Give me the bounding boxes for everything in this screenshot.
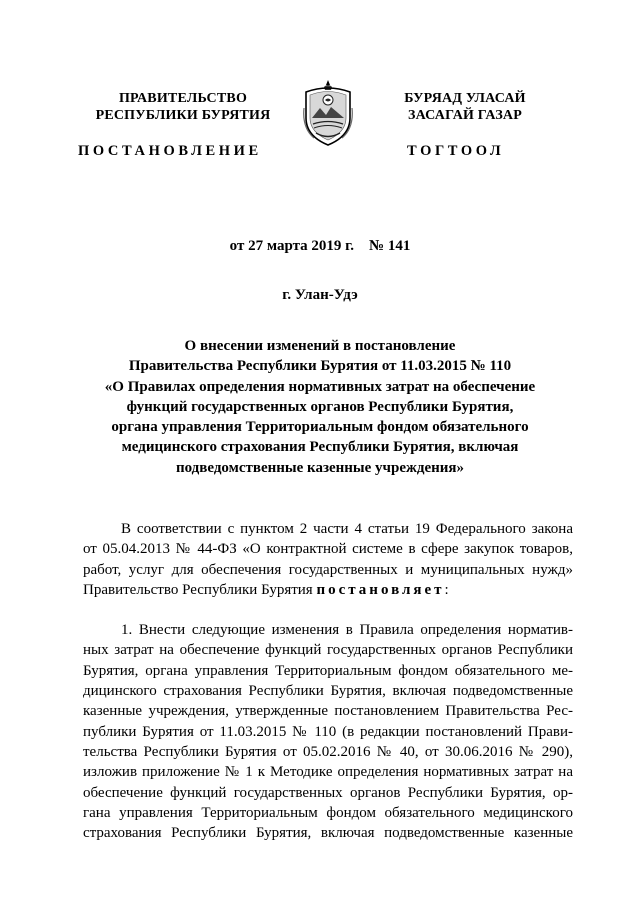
title-line: медицинского страхования Республики Бурятия, включая	[121, 439, 519, 456]
resolution-prefix: Правительство Республики Бурятия	[83, 581, 317, 598]
paragraph-line: страхования Республики Бурятия, включая подведомственные казенные	[83, 825, 573, 842]
document-date: от 27 марта 2019 г.	[229, 238, 355, 254]
paragraph-line: ных затрат на обеспечение функций государственных органов Республики	[83, 642, 573, 659]
paragraph-line: работ, услуг для обеспечения государственных и муниципальных нужд»	[83, 561, 573, 578]
document-title	[100, 336, 540, 478]
document-body	[83, 519, 573, 843]
paragraph-line: 1. Внести следующие изменения в Правила определения норматив-	[121, 622, 573, 639]
doc-type-ru: ПОСТАНОВЛЕНИЕ	[78, 143, 262, 159]
resolution-verb: постановляет	[316, 581, 445, 598]
header-right-org	[390, 90, 540, 124]
paragraph-line: дицинского страхования Республики Бурятия, включая подведомственные	[83, 683, 573, 700]
title-line: Правительства Республики Бурятия от 11.03.2015 № 110	[128, 358, 512, 375]
document-city: г. Улан-Удэ	[282, 287, 358, 303]
title-line: подведомственные казенные учреждения»	[175, 459, 465, 476]
paragraph-line	[83, 580, 573, 600]
document-number: № 141	[369, 238, 411, 254]
org-name-line: РЕСПУБЛИКИ БУРЯТИЯ	[95, 108, 271, 123]
org-name-line: БУРЯАД УЛАСАЙ	[404, 91, 526, 106]
paragraph-line: изложив приложение № 1 к Методике определения нормативных затрат на	[83, 764, 573, 781]
doc-type-bua: ТОГТООЛ	[407, 143, 505, 159]
paragraph-line: В соответствии с пунктом 2 части 4 статьи 19 Федерального закона	[121, 521, 573, 537]
org-name-line: ПРАВИТЕЛЬСТВО	[118, 91, 248, 106]
header-left-org	[88, 90, 278, 124]
title-line: О внесении изменений в постановление	[184, 338, 456, 354]
paragraph-line: обеспечение функций государственных органов Республики Бурятия, ор-	[83, 784, 573, 801]
paragraph-line: Бурятия, органа управления Территориальным фондом обязательного ме-	[83, 662, 573, 679]
document-date-line	[0, 238, 640, 255]
title-line: функций государственных органов Республики Бурятия,	[126, 398, 514, 415]
coat-of-arms-icon	[300, 78, 356, 148]
paragraph-line: тельства Республики Бурятия от 05.02.2016 № 40, от 30.06.2016 № 290),	[83, 743, 573, 760]
title-line: органа управления Территориальным фондом обязательного	[111, 419, 529, 436]
paragraph-line: публики Бурятия от 11.03.2015 № 110 (в редакции постановлений Прави-	[83, 723, 573, 740]
paragraph-line: казенные учреждения, утвержденные постановлением Правительства Рес-	[83, 703, 573, 720]
title-line: «О Правилах определения нормативных затрат на обеспечение	[104, 378, 536, 395]
paragraph-line: от 05.04.2013 № 44-ФЗ «О контрактной системе в сфере закупок товаров,	[83, 541, 573, 558]
org-name-line: ЗАСАГАЙ ГАЗАР	[407, 108, 522, 123]
paragraph-line: гана управления Территориальным фондом обязательного медицинского	[83, 804, 573, 821]
resolution-suffix: :	[444, 581, 449, 598]
